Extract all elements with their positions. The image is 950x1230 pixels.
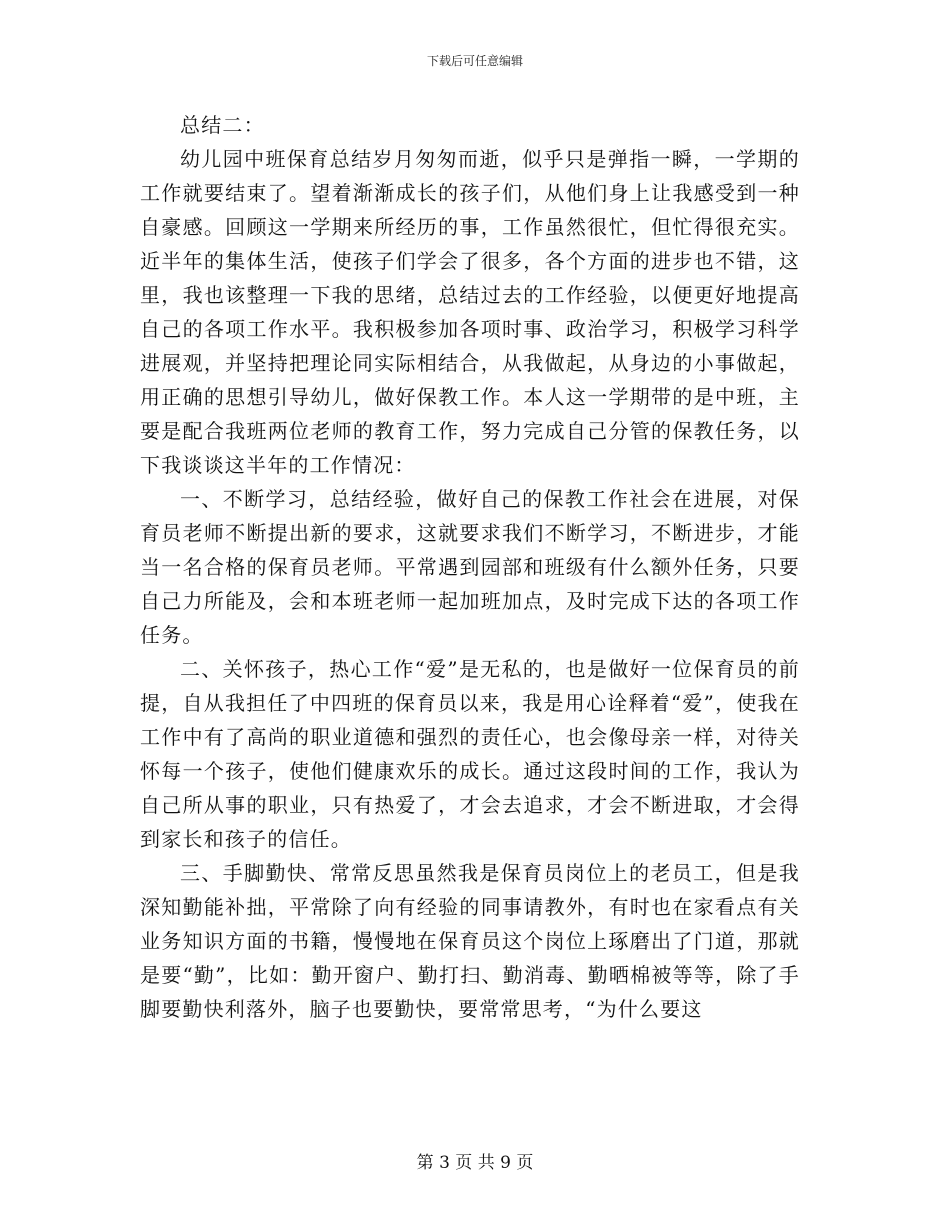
paragraph-learning: 一、不断学习，总结经验，做好自己的保教工作社会在进展，对保育员老师不断提出新的要求，这就要求我们不断学习，不断进步，才能当一名合格的保育员老师。平常遇到园部和班级有什么额外任务，只要自己力所能及，会和本班老师一起加班加点，及时完成下达的各项工作任务。 [140, 487, 800, 647]
paragraph-intro: 幼儿园中班保育总结岁月匆匆而逝，似乎只是弹指一瞬，一学期的工作就要结束了。望着渐渐成长的孩子们，从他们身上让我感受到一种自豪感。回顾这一学期来所经历的事，工作虽然很忙，但忙得很充实。近半年的集体生活，使孩子们学会了很多，各个方面的进步也不错，这里，我也该整理一下我的思绪，总结过去的工作经验，以便更好地提高自己的各项工作水平。我积极参加各项时事、政治学习，积极学习科学进展观，并坚持把理论同实际相结合，从我做起，从身边的小事做起，用正确的思想引导幼儿，做好保教工作。本人这一学期带的是中班，主要是配合我班两位老师的教育工作，努力完成自己分管的保教任务，以下我谈谈这半年的工作情况： [140, 147, 800, 477]
paragraph-diligence: 三、手脚勤快、常常反思虽然我是保育员岗位上的老员工，但是我深知勤能补拙，平常除了向有经验的同事请教外，有时也在家看点有关业务知识方面的书籍，慢慢地在保育员这个岗位上琢磨出了门道，那就是要“勤”，比如：勤开窗户、勤打扫、勤消毒、勤晒棉被等等，除了手脚要勤快利落外，脑子也要勤快，要常常思考，“为什么要这 [140, 861, 800, 1021]
header-note: 下载后可任意编辑 [426, 54, 523, 68]
paragraph-care: 二、关怀孩子，热心工作“爱”是无私的，也是做好一位保育员的前提，自从我担任了中四班的保育员以来，我是用心诠释着“爱”，使我在工作中有了高尚的职业道德和强烈的责任心，也会像母亲一样，对待关怀每一个孩子，使他们健康欢乐的成长。通过这段时间的工作，我认为自己所从事的职业，只有热爱了，才会去追求，才会不断进取，才会得到家长和孩子的信任。 [140, 657, 800, 851]
page-number: 第 3 页 共 9 页 [416, 1153, 534, 1173]
document-body [140, 108, 800, 1026]
section-heading: 总结二： [180, 113, 265, 137]
